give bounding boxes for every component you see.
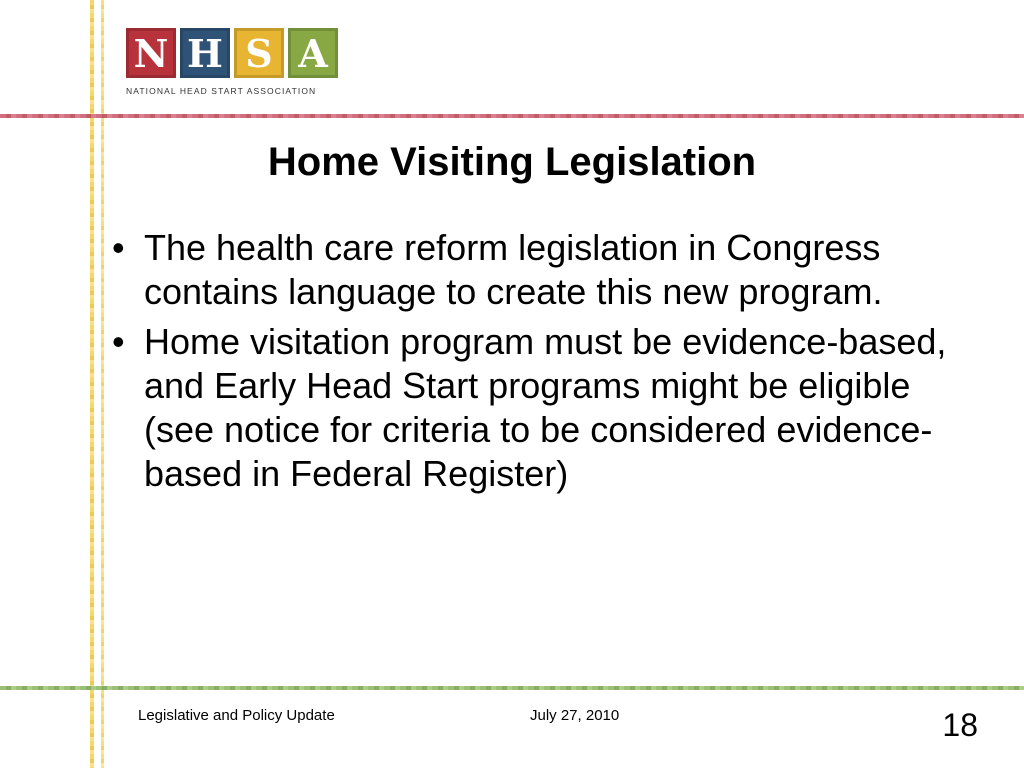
footer-date: July 27, 2010 [530,707,620,724]
logo-block-s: S [234,28,284,78]
logo-subtitle: NATIONAL HEAD START ASSOCIATION [126,86,317,96]
footer-presentation-title: Legislative and Policy Update [138,707,335,724]
bullet-dot: • [112,321,125,362]
bullet-item [108,320,988,496]
logo-block-a: A [288,28,338,78]
slide-title: Home Visiting Legislation [267,140,757,184]
logo-block-n: N [126,28,176,78]
bottom-crayon-line [0,686,1024,690]
bullet-list [108,226,988,502]
top-crayon-line [0,114,1024,118]
bullet-dot: • [112,227,125,268]
logo-block-h: H [180,28,230,78]
bullet-text: Home visitation program must be evidence-based, and Early Head Start programs might be eligible (see notice for criteria to be considered evidence-based in Federal Register) [144,321,947,494]
nhsa-logo [126,28,340,96]
bullet-item [108,226,988,314]
bullet-text: The health care reform legislation in Congress contains language to create this new program. [144,227,883,312]
slide-number: 18 [942,707,978,743]
logo-blocks [126,28,340,78]
